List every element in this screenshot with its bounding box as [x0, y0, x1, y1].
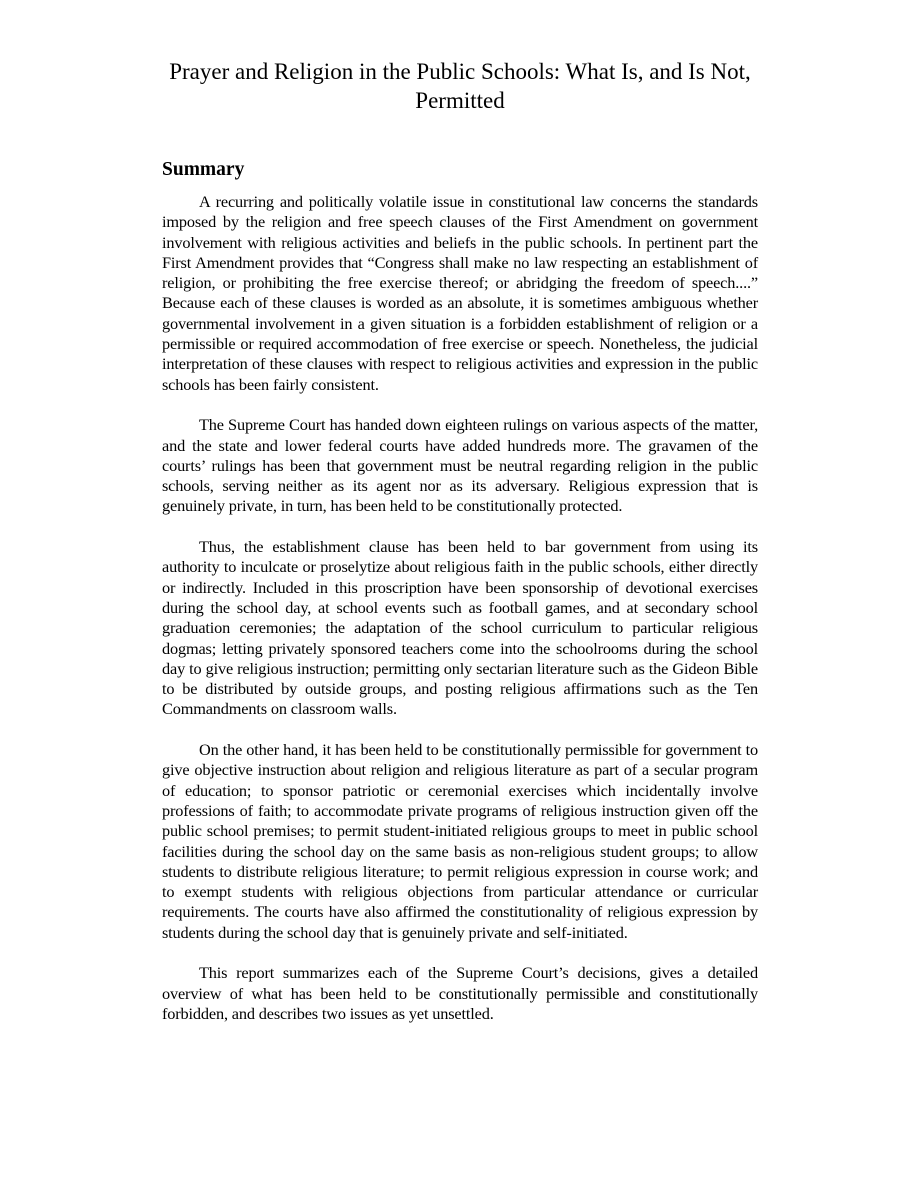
summary-paragraph-2: The Supreme Court has handed down eighteen rulings on various aspects of the matter, and the state and lower federal courts have added hundreds more. The gravamen of the courts’ rulings has been that government must be neutral regarding religion in the public schools, serving neither as its agent nor as its adversary. Religious expression that is genuinely private, in turn, has been held to be constitutionally protected.	[162, 415, 758, 516]
summary-heading: Summary	[162, 159, 245, 180]
summary-paragraph-3: Thus, the establishment clause has been held to bar government from using its authority to inculcate or proselytize about religious faith in the public schools, either directly or indirectly. Included in this proscription have been sponsorship of devotional exercises during the school day, at school events such as football games, and at secondary school graduation ceremonies; the adaptation of the school curriculum to particular religious dogmas; letting privately sponsored teachers come into the schoolrooms during the school day to give religious instruction; permitting only sectarian literature such as the Gideon Bible to be distributed by outside groups, and posting religious affirmations such as the Ten Commandments on classroom walls.	[162, 537, 758, 719]
summary-paragraph-5: This report summarizes each of the Supreme Court’s decisions, gives a detailed overview of what has been held to be constitutionally permissible and constitutionally forbidden, and describes two issues as yet unsettled.	[162, 963, 758, 1023]
summary-paragraph-4: On the other hand, it has been held to be constitutionally permissible for government to give objective instruction about religion and religious literature as part of a secular program of education; to sponsor patriotic or ceremonial exercises which incidentally involve professions of faith; to accommodate private programs of religious instruction given off the public school premises; to permit student-initiated religious groups to meet in public school facilities during the school day on the same basis as non-religious student groups; to allow students to distribute religious literature; to permit religious expression in course work; and to exempt students with religious objections from particular attendance or curricular requirements. The courts have also affirmed the constitutionality of religious expression by students during the school day that is genuinely private and self-initiated.	[162, 740, 758, 942]
summary-paragraph-1: A recurring and politically volatile issue in constitutional law concerns the standards imposed by the religion and free speech clauses of the First Amendment on government involvement with religious activities and beliefs in the public schools. In pertinent part the First Amendment provides that “Congress shall make no law respecting an establishment of religion, or prohibiting the free exercise thereof; or abridging the freedom of speech....” Because each of these clauses is worded as an absolute, it is sometimes ambiguous whether governmental involvement in a given situation is a forbidden establishment of religion or a permissible or required accommodation of free exercise or speech. Nonetheless, the judicial interpretation of these clauses with respect to religious activities and expression in the public schools has been fairly consistent.	[162, 192, 758, 394]
document-title: Prayer and Religion in the Public Schools: What Is, and Is Not, Permitted	[169, 59, 751, 113]
document-page	[162, 0, 758, 1024]
